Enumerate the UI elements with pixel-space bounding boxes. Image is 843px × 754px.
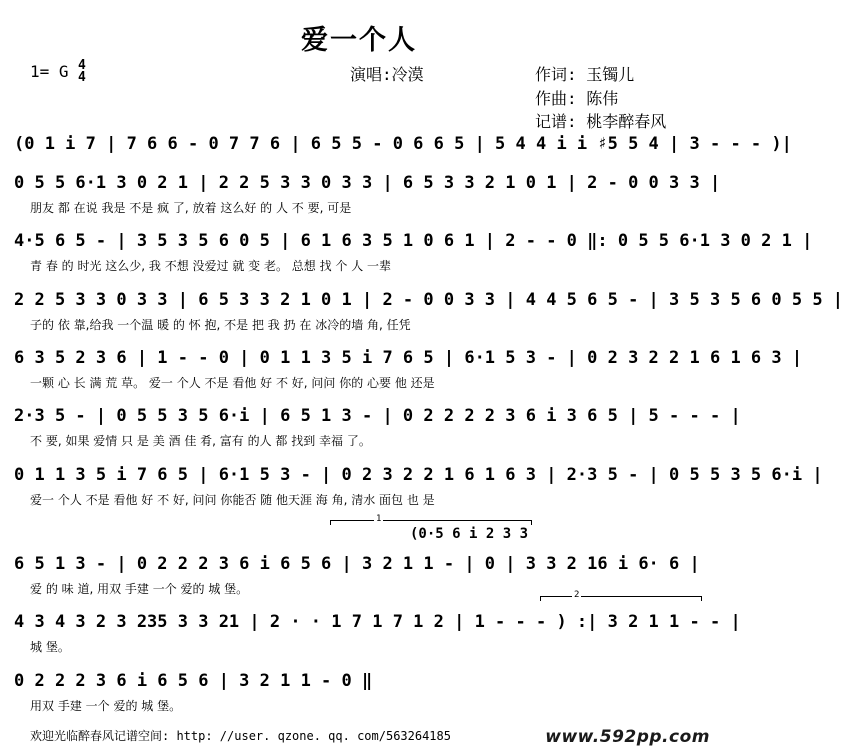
lyric-row: 爱一 个人 不是 看他 好 不 好, 问问 你能否 随 他天涯 海 角, 清水 面包 也 是: [30, 493, 435, 507]
transcriber-credit: 记谱: 桃李醉春风: [535, 112, 667, 131]
footer-text: 欢迎光临醉春风记谱空间: http: //user. qzone. qq. com/563264185: [30, 729, 451, 743]
time-signature: [78, 60, 86, 84]
notation-row: 0 2 2 2 3 6 i 6 5 6 | 3 2 1 1 - 0 ‖: [14, 671, 373, 691]
notation-row: 4·5 6 5 - | 3 5 3 5 6 0 5 | 6 1 6 3 5 1 0 6 1 | 2 - - 0 ‖: 0 5 5 6·1 3 0 2 1 |: [14, 231, 813, 251]
lyric-row: 不 要, 如果 爱情 只 是 美 酒 佳 肴, 富有 的人 都 找到 幸福 了。: [30, 434, 371, 448]
notation-row: 6 3 5 2 3 6 | 1 - - 0 | 0 1 1 3 5 i 7 6 5 | 6·1 5 3 - | 0 2 3 2 2 1 6 1 6 3 |: [14, 348, 803, 368]
notation-row: 0 1 1 3 5 i 7 6 5 | 6·1 5 3 - | 0 2 3 2 2 1 6 1 6 3 | 2·3 5 - | 0 5 5 3 5 6·i |: [14, 465, 823, 485]
lyric-row: 朋友 都 在说 我是 不是 疯 了, 放着 这么好 的 人 不 要, 可是: [30, 201, 352, 215]
volta-bracket-1: [330, 520, 532, 525]
lyric-row: 子的 依 靠,给我 一个温 暖 的 怀 抱, 不是 把 我 扔 在 冰冷的墙 角, 任凭: [30, 318, 411, 332]
composer-credit: 作曲: 陈伟: [535, 89, 619, 108]
site-logo: www.592pp.com: [545, 727, 710, 747]
lyric-row: 城 堡。: [30, 640, 70, 654]
key-signature: 1= G: [30, 62, 69, 81]
lyric-row: 一颗 心 长 满 荒 草。 爱一 个人 不是 看他 好 不 好, 问问 你的 心要 他 还是: [30, 376, 435, 390]
time-signature-top: 4: [78, 58, 86, 73]
lyric-row: 青 春 的 时光 这么少, 我 不想 没爱过 就 变 老。 总想 找 个 人 一辈: [30, 259, 392, 273]
time-signature-bottom: 4: [78, 70, 86, 85]
notation-row: 6 5 1 3 - | 0 2 2 2 3 6 i 6 5 6 | 3 2 1 1 - | 0 | 3 3 2 16 i 6· 6 |: [14, 554, 700, 574]
notation-row: 2 2 5 3 3 0 3 3 | 6 5 3 3 2 1 0 1 | 2 - 0 0 3 3 | 4 4 5 6 5 - | 3 5 3 5 6 0 5 5 |: [14, 290, 843, 310]
notation-row: 2·3 5 - | 0 5 5 3 5 6·i | 6 5 1 3 - | 0 2 2 2 2 3 6 i 3 6 5 | 5 - - - |: [14, 406, 741, 426]
singer-credit: 演唱:冷漠: [350, 65, 424, 84]
lyric-row: 爱 的 味 道, 用双 手建 一个 爱的 城 堡。: [30, 582, 249, 596]
page-title: 爱一个人: [301, 25, 417, 56]
notation-row: (0 1 i 7 | 7 6 6 - 0 7 7 6 | 6 5 5 - 0 6 6 5 | 5 4 4 i i ♯5 5 4 | 3 - - - )|: [14, 134, 792, 154]
volta-label-1: 1: [376, 514, 382, 524]
volta-bracket-2: [540, 596, 702, 601]
notation-row: 4 3 4 3 2 3 235 3 3 21 | 2 · · 1 7 1 7 1 2 | 1 - - - ) :| 3 2 1 1 - - |: [14, 612, 741, 632]
volta-label-2: 2: [574, 590, 580, 600]
lyricist-credit: 作词: 玉镯儿: [535, 65, 635, 84]
volta-notes-1: (0·5 6 i 2 3 3: [410, 526, 529, 542]
lyric-row: 用双 手建 一个 爱的 城 堡。: [30, 699, 182, 713]
notation-row: 0 5 5 6·1 3 0 2 1 | 2 2 5 3 3 0 3 3 | 6 5 3 3 2 1 0 1 | 2 - 0 0 3 3 |: [14, 173, 721, 193]
